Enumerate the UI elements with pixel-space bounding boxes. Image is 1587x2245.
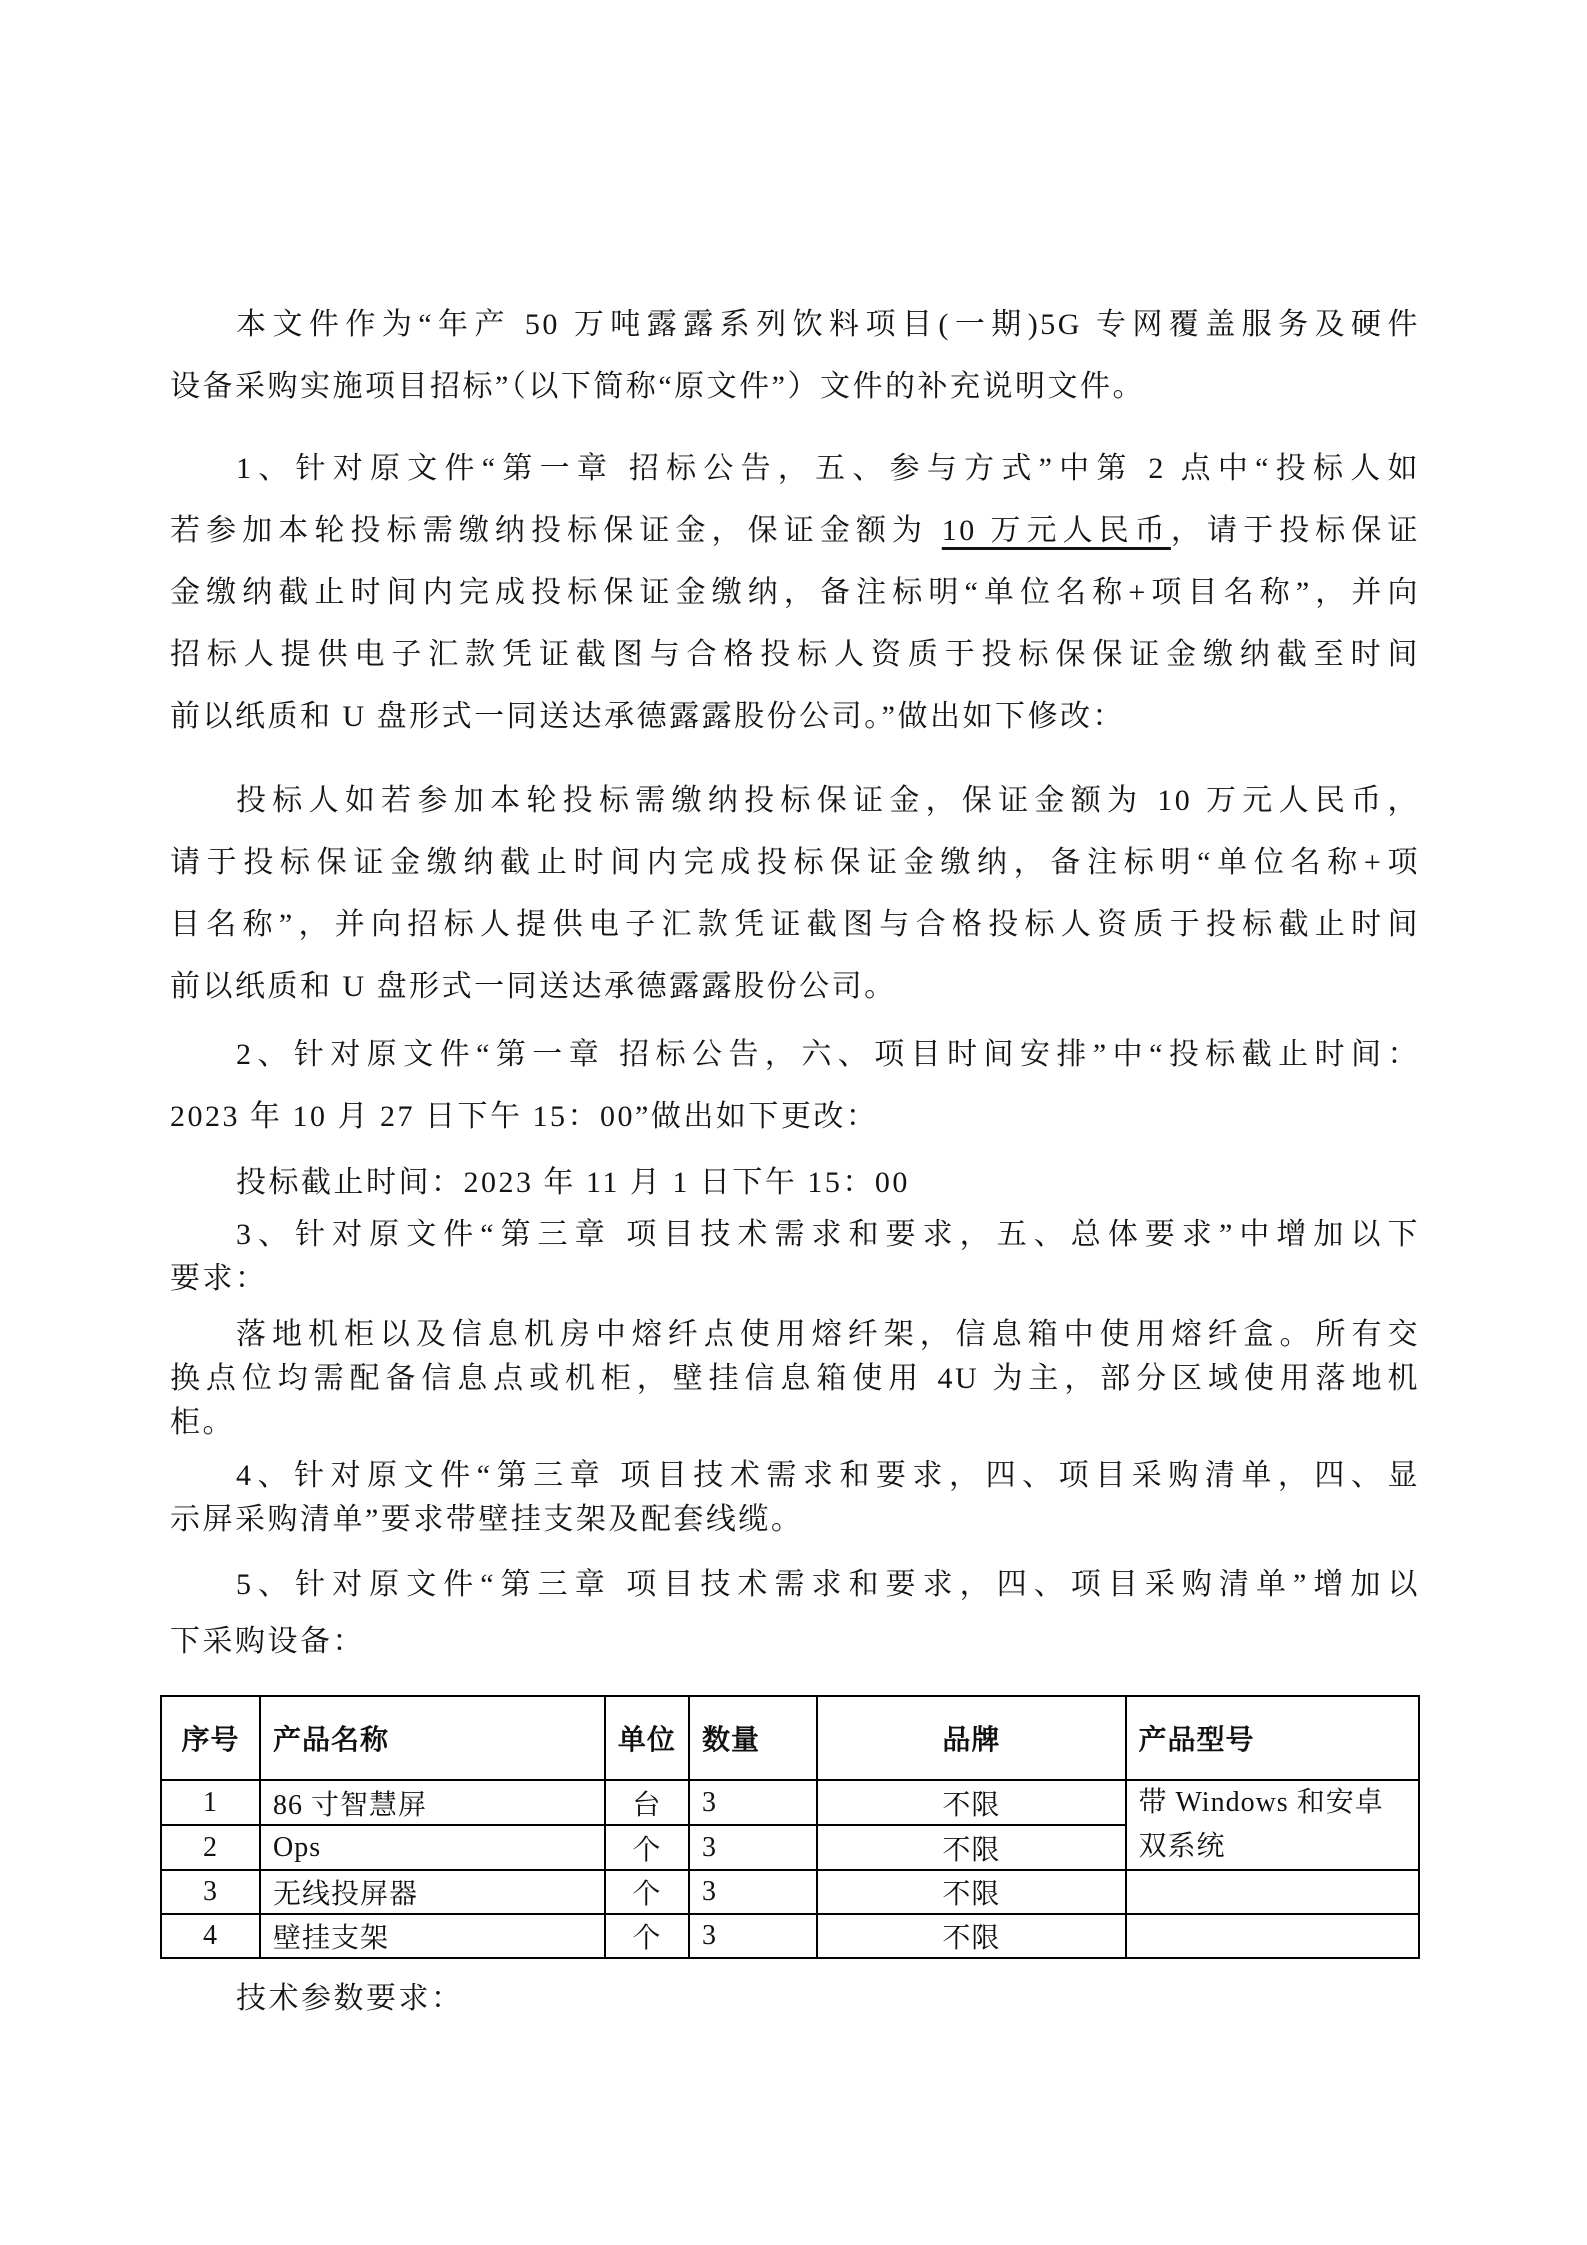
paragraph-lines bbox=[170, 294, 1420, 1664]
tech-params-line: 技术参数要求： bbox=[236, 1982, 464, 2015]
paragraph-line bbox=[170, 1313, 1420, 1357]
table-header-cell: 序号 bbox=[161, 1696, 260, 1780]
paragraph-line bbox=[170, 1563, 1420, 1607]
paragraph-line bbox=[170, 1024, 1420, 1086]
table-cell: 不限 bbox=[817, 1780, 1125, 1825]
table-cell: 3 bbox=[689, 1914, 817, 1958]
paragraph-line bbox=[170, 1161, 1420, 1205]
table-cell-empty bbox=[1126, 1914, 1420, 1958]
paragraph-line bbox=[170, 1086, 1420, 1148]
text-run: 本文件作为“年产 50 万吨露露系列饮料项目(一期)5G 专网覆盖服务及硬件 bbox=[236, 308, 1420, 341]
paragraph-line bbox=[170, 832, 1420, 894]
text-run: 柜。 bbox=[170, 1406, 235, 1439]
text-run: 2、针对原文件“第一章 招标公告，六、项目时间安排”中“投标截止时间： bbox=[236, 1038, 1420, 1071]
table-cell: 不限 bbox=[817, 1870, 1125, 1914]
table-cell: 3 bbox=[689, 1780, 817, 1825]
table-cell: Ops bbox=[260, 1825, 605, 1870]
table-row bbox=[161, 1870, 1419, 1914]
text-run: 换点位均需配备信息点或机柜，壁挂信息箱使用 4U 为主，部分区域使用落地机 bbox=[170, 1362, 1420, 1395]
text-run: 5、针对原文件“第三章 项目技术需求和要求，四、项目采购清单”增加以 bbox=[236, 1568, 1420, 1601]
paragraph-line bbox=[170, 1257, 1420, 1301]
table-cell-empty bbox=[1126, 1870, 1420, 1914]
table-cell: 个 bbox=[605, 1870, 689, 1914]
table-cell: 个 bbox=[605, 1914, 689, 1958]
paragraph-line bbox=[170, 1213, 1420, 1257]
text-run: 1、针对原文件“第一章 招标公告，五、参与方式”中第 2 点中“投标人如 bbox=[236, 452, 1420, 485]
table-header-row bbox=[161, 1696, 1419, 1780]
table-header-cell: 产品型号 bbox=[1126, 1696, 1420, 1780]
paragraph-line bbox=[170, 1357, 1420, 1401]
table-header-cell: 品牌 bbox=[817, 1696, 1125, 1780]
text-run: 请于投标保证金缴纳截止时间内完成投标保证金缴纳，备注标明“单位名称+项 bbox=[170, 846, 1420, 879]
paragraph-line bbox=[170, 294, 1420, 356]
table-cell: 壁挂支架 bbox=[260, 1914, 605, 1958]
text-run: 4、针对原文件“第三章 项目技术需求和要求，四、项目采购清单，四、显 bbox=[236, 1459, 1420, 1492]
table-cell: 3 bbox=[689, 1825, 817, 1870]
paragraph-line bbox=[170, 1498, 1420, 1542]
table-cell: 个 bbox=[605, 1825, 689, 1870]
paragraph-line bbox=[170, 770, 1420, 832]
text-run: 2023 年 10 月 27 日下午 15：00”做出如下更改： bbox=[170, 1100, 879, 1133]
text-run: 示屏采购清单”要求带壁挂支架及配套线缆。 bbox=[170, 1503, 804, 1536]
table-cell: 1 bbox=[161, 1780, 260, 1825]
paragraph-line bbox=[170, 686, 1420, 748]
paragraph-line bbox=[170, 1401, 1420, 1445]
text-run: 设备采购实施项目招标”（以下简称“原文件”）文件的补充说明文件。 bbox=[170, 370, 1145, 403]
table-header-cell: 数量 bbox=[689, 1696, 817, 1780]
table-cell: 86 寸智慧屏 bbox=[260, 1780, 605, 1825]
text-run: 投标人如若参加本轮投标需缴纳投标保证金，保证金额为 10 万元人民币， bbox=[236, 784, 1420, 817]
underlined-text: 10 万元人民币 bbox=[941, 514, 1171, 547]
paragraph-line bbox=[170, 1454, 1420, 1498]
text-run: 投标截止时间：2023 年 11 月 1 日下午 15：00 bbox=[236, 1166, 910, 1199]
table-cell: 4 bbox=[161, 1914, 260, 1958]
paragraph-line bbox=[170, 562, 1420, 624]
table-cell: 台 bbox=[605, 1780, 689, 1825]
text-run: 前以纸质和 U 盘形式一同送达承德露露股份公司。 bbox=[170, 970, 897, 1003]
table-header-cell: 单位 bbox=[605, 1696, 689, 1780]
table-row bbox=[161, 1780, 1419, 1825]
text-run: 目名称”，并向招标人提供电子汇款凭证截图与合格投标人资质于投标截止时间 bbox=[170, 908, 1420, 941]
text-run: ，请于投标保证 bbox=[1170, 514, 1420, 547]
text-run: 招标人提供电子汇款凭证截图与合格投标人资质于投标保保证金缴纳截至时间 bbox=[170, 638, 1420, 671]
text-run: 金缴纳截止时间内完成投标保证金缴纳，备注标明“单位名称+项目名称”，并向 bbox=[170, 576, 1420, 609]
paragraph-line bbox=[170, 438, 1420, 500]
table-cell: 不限 bbox=[817, 1914, 1125, 1958]
table-cell: 2 bbox=[161, 1825, 260, 1870]
paragraph-line bbox=[170, 1620, 1420, 1664]
table-cell: 无线投屏器 bbox=[260, 1870, 605, 1914]
paragraph-line bbox=[170, 894, 1420, 956]
table-cell: 3 bbox=[161, 1870, 260, 1914]
document-body bbox=[170, 0, 1420, 2021]
procurement-table bbox=[160, 1695, 1420, 1959]
text-run: 3、针对原文件“第三章 项目技术需求和要求，五、总体要求”中增加以下 bbox=[236, 1218, 1420, 1251]
paragraph-line bbox=[170, 624, 1420, 686]
text-run: 要求： bbox=[170, 1262, 268, 1295]
text-run: 若参加本轮投标需缴纳投标保证金，保证金额为 bbox=[170, 514, 942, 547]
text-run: 前以纸质和 U 盘形式一同送达承德露露股份公司。”做出如下修改： bbox=[170, 700, 1125, 733]
table-cell: 3 bbox=[689, 1870, 817, 1914]
table-row bbox=[161, 1914, 1419, 1958]
paragraph-line bbox=[170, 956, 1420, 1018]
table-header-cell: 产品名称 bbox=[260, 1696, 605, 1780]
text-run: 落地机柜以及信息机房中熔纤点使用熔纤架，信息箱中使用熔纤盒。所有交 bbox=[236, 1318, 1420, 1351]
text-run: 下采购设备： bbox=[170, 1625, 365, 1658]
paragraph-line bbox=[170, 356, 1420, 418]
table-cell: 不限 bbox=[817, 1825, 1125, 1870]
table-cell-model: 带 Windows 和安卓双系统 bbox=[1126, 1780, 1420, 1870]
paragraph-line bbox=[170, 500, 1420, 562]
